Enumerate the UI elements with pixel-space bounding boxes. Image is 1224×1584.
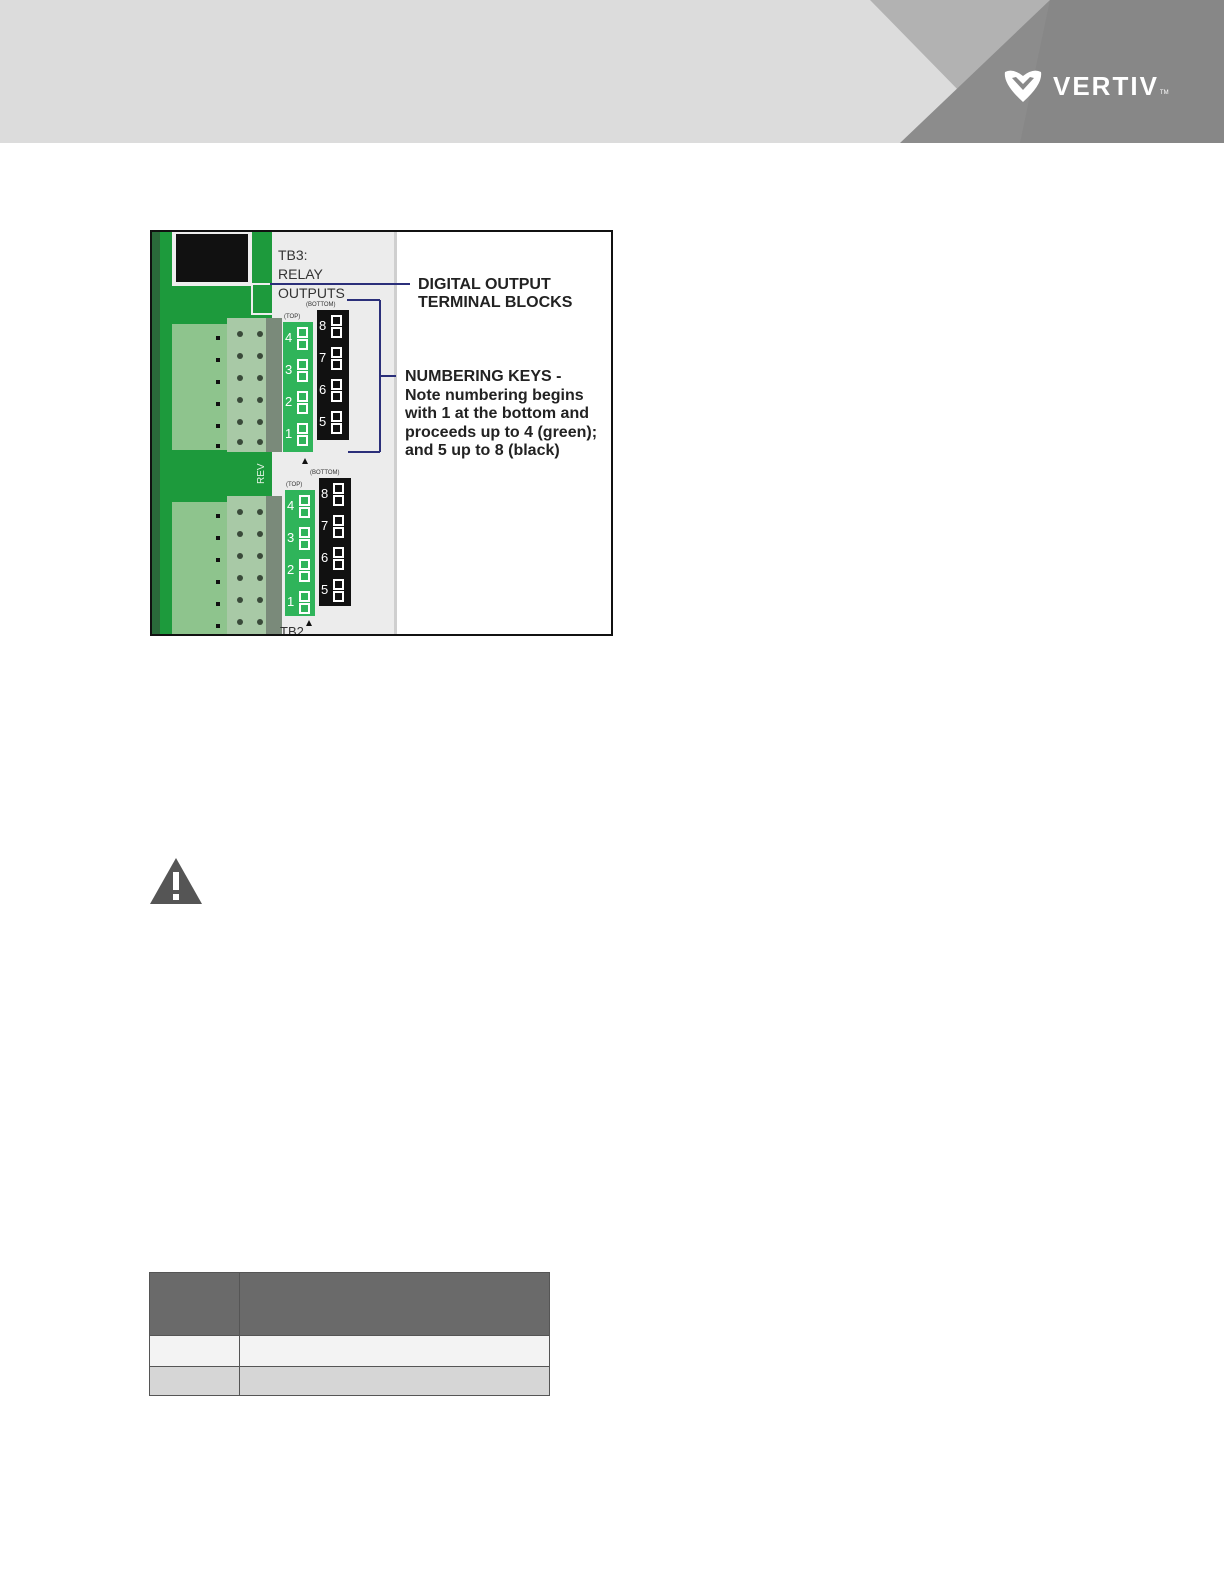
tb3-label: TB3: [278, 247, 308, 263]
relay-label: RELAY [278, 266, 323, 282]
callout-keys-line3: with 1 at the bottom and [405, 405, 589, 422]
outputs-label: OUTPUTS [278, 285, 345, 301]
green-key-4: 4 [285, 330, 293, 345]
callout-keys-line5: and 5 up to 8 (black) [405, 442, 560, 459]
data-table [149, 1272, 550, 1396]
green-key-3-lower: 3 [287, 530, 295, 545]
table-cell [150, 1367, 240, 1396]
black-key-7-lower: 7 [321, 518, 329, 533]
page-header [0, 0, 1224, 143]
table-cell [240, 1336, 550, 1367]
vertiv-logo-icon [1003, 68, 1043, 104]
upper-connector [172, 318, 282, 452]
trademark: TM [1159, 90, 1169, 96]
black-key-6-lower: 6 [321, 550, 329, 565]
callout-keys-line1: NUMBERING KEYS - [405, 368, 562, 385]
table-row [150, 1367, 550, 1396]
table-header-row [150, 1273, 550, 1336]
rev-label: REV [256, 463, 267, 484]
top-label-lower: (TOP) [286, 482, 303, 488]
black-key-5-lower: 5 [321, 582, 329, 597]
black-key-8-lower: 8 [321, 486, 329, 501]
brand-name: VERTIV [1053, 70, 1159, 101]
callout-keys-line4: proceeds up to 4 (green); [405, 424, 598, 441]
table-header-cell [240, 1273, 550, 1336]
table-header-cell [150, 1273, 240, 1336]
bottom-label-upper: (BOTTOM) [306, 302, 336, 308]
green-key-2: 2 [285, 394, 293, 409]
green-key-4-lower: 4 [287, 498, 295, 513]
tb2-label: TB2 [280, 624, 304, 638]
vertiv-logo[interactable] [1003, 66, 1169, 106]
black-key-5: 5 [319, 414, 327, 429]
table-row [150, 1336, 550, 1367]
callout-keys-line2: Note numbering begins [405, 387, 584, 404]
green-key-1-lower: 1 [287, 594, 295, 609]
black-key-8: 8 [319, 318, 327, 333]
green-key-3: 3 [285, 362, 293, 377]
lower-connector [172, 496, 282, 636]
terminal-block-diagram [152, 232, 613, 636]
warning-triangle-icon [150, 858, 202, 904]
bottom-label-lower: (BOTTOM) [310, 470, 340, 476]
green-key-1: 1 [285, 426, 293, 441]
green-key-2-lower: 2 [287, 562, 295, 577]
table-cell [240, 1367, 550, 1396]
black-key-7: 7 [319, 350, 327, 365]
black-key-6: 6 [319, 382, 327, 397]
callout-digital-line2: TERMINAL BLOCKS [418, 294, 573, 311]
table-cell [150, 1336, 240, 1367]
top-label-upper: (TOP) [284, 314, 301, 320]
relay-outputs-figure [150, 230, 613, 636]
callout-digital-line1: DIGITAL OUTPUT [418, 276, 551, 293]
